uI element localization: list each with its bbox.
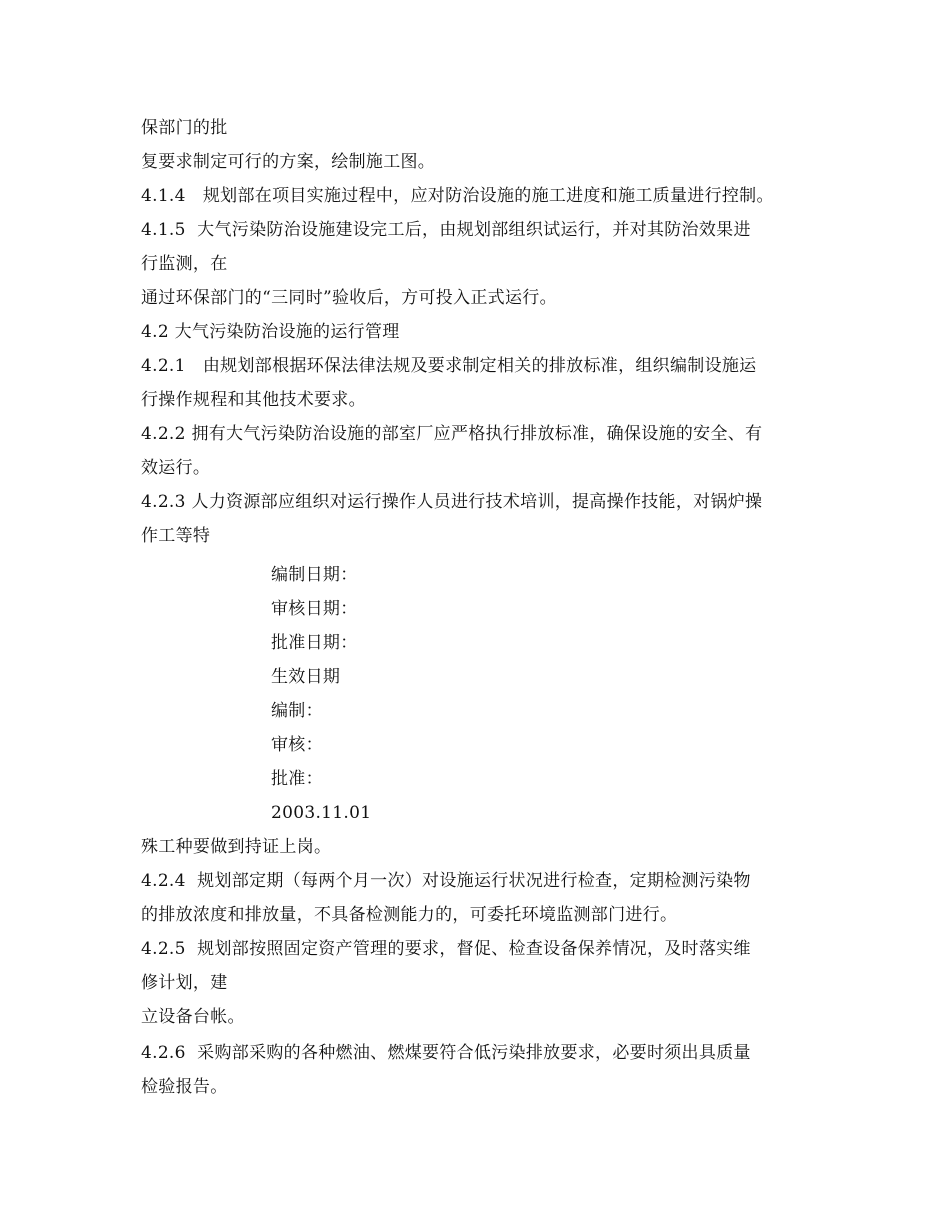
- body-line: 的排放浓度和排放量，不具备检测能力的，可委托环境监测部门进行。: [141, 905, 678, 925]
- section-4-1-4: 4.1.4 规划部在项目实施过程中，应对防治设施的施工进度和施工质量进行控制。: [141, 186, 774, 206]
- review-date-label: 审核日期：: [271, 599, 358, 619]
- body-line: 行操作规程和其他技术要求。: [141, 390, 366, 410]
- body-line: 立设备台帐。: [141, 1007, 245, 1027]
- body-line: 行监测，在: [141, 254, 228, 274]
- body-line: 保部门的批: [141, 118, 228, 138]
- section-4-2-3: 4.2.3 人力资源部应组织对运行操作人员进行技术培训，提高操作技能，对锅炉操: [141, 492, 763, 512]
- section-4-2-4: 4.2.4 规划部定期（每两个月一次）对设施运行状况进行检查，定期检测污染物: [141, 871, 751, 891]
- section-4-1-5: 4.1.5 大气污染防治设施建设完工后，由规划部组织试运行，并对其防治效果进: [141, 220, 751, 240]
- effective-date-label: 生效日期: [271, 667, 341, 687]
- body-line: 作工等特: [141, 526, 211, 546]
- section-4-2-1: 4.2.1 由规划部根据环保法律法规及要求制定相关的排放标准，组织编制设施运: [141, 356, 757, 376]
- section-4-2-2: 4.2.2 拥有大气污染防治设施的部室厂应严格执行排放标准，确保设施的安全、有: [141, 424, 763, 444]
- reviewer-label: 审核：: [271, 735, 323, 755]
- section-4-2-5: 4.2.5 规划部按照固定资产管理的要求，督促、检查设备保养情况，及时落实维: [141, 939, 751, 959]
- body-line: 殊工种要做到持证上岗。: [141, 837, 332, 857]
- body-line: 修计划，建: [141, 973, 228, 993]
- body-line: 复要求制定可行的方案，绘制施工图。: [141, 152, 436, 172]
- approve-date-label: 批准日期：: [271, 633, 358, 653]
- compile-date-label: 编制日期：: [271, 565, 358, 585]
- body-line: 检验报告。: [141, 1077, 228, 1097]
- body-line: 效运行。: [141, 458, 211, 478]
- body-line: 通过环保部门的“三同时”验收后，方可投入正式运行。: [141, 288, 557, 308]
- approver-label: 批准：: [271, 769, 323, 789]
- section-heading-4-2: 4.2 大气污染防治设施的运行管理: [141, 322, 400, 342]
- date-value: 2003.11.01: [271, 803, 372, 823]
- compiler-label: 编制：: [271, 701, 323, 721]
- section-4-2-6: 4.2.6 采购部采购的各种燃油、燃煤要符合低污染排放要求，必要时须出具质量: [141, 1043, 751, 1063]
